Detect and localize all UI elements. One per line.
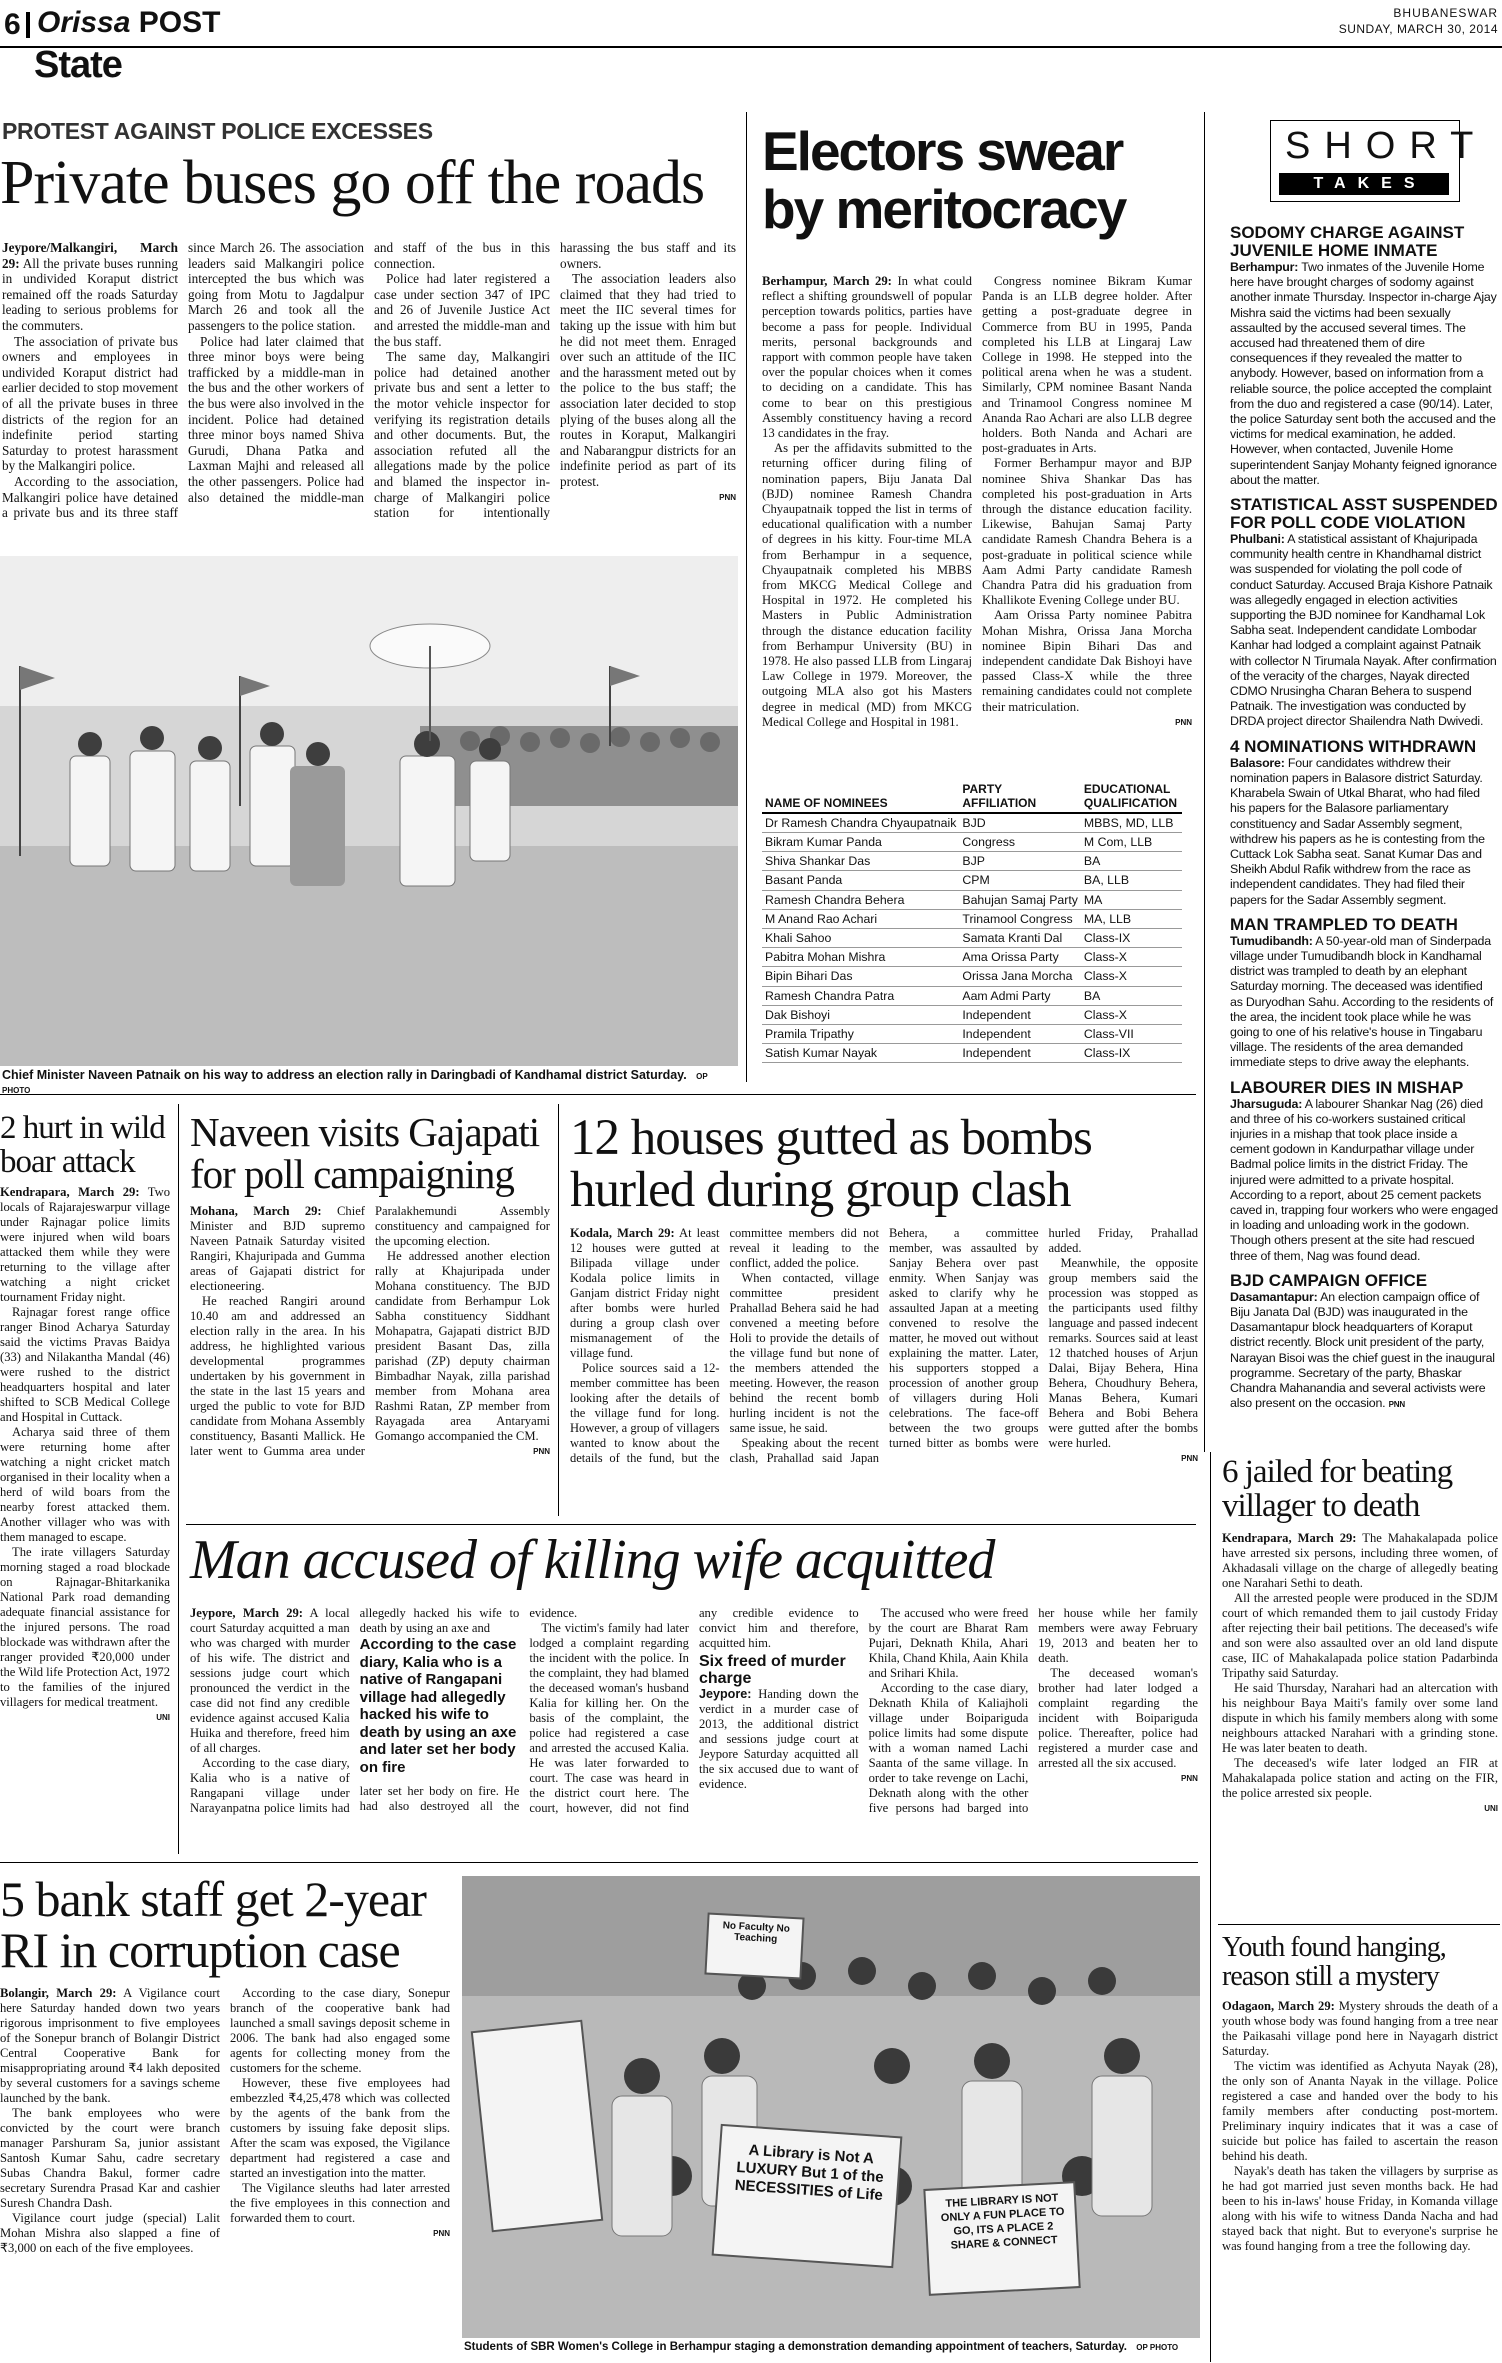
table-row: Shiva Shankar Das BJP BA — [762, 852, 1182, 871]
row-rule — [1218, 1924, 1500, 1925]
short-takes-logo — [1270, 120, 1488, 202]
table-row: Pramila Tripathy Independent Class-VII — [762, 1024, 1182, 1043]
row-rule — [0, 1862, 1198, 1863]
short-take-item: MAN TRAMPLED TO DEATH Tumudibandh: A 50-year-old man of Sinderpada village under Tumudibandh block in Kandhamal district was trampled to death by an elephant Saturday morning. The deceased was identified as Duryodhan Sahu. According to the residents of the area, the incident took place while he was going to one of his relative's house in Tingabaru village. The residents of the area demanded immediate steps to drive away the elephants. — [1230, 914, 1494, 1070]
story-headline: 5 bank staff get 2-year RI in corruption case — [0, 1871, 426, 1978]
story-electors — [756, 112, 1196, 772]
story-body: Odagaon, March 29: Mystery shrouds the death of a youth whose body was found hanging from a tree near the Paikasahi village pond here in Nayagarh district Saturday. The victim was identified as Achyuta Nayak (28), the only son of Ananta Nayak in the village. Police registered a case and handed over the body to his family members after conducting post-mortem. Preliminary inquiry indicates that it was a case of suicide but police has failed to ascertain the reason behind his death. Nayak's death has taken the villagers by surprise as he had got married just seven months back. He had been to his in-laws' house Friday, in Komanda village along with his wife to witness Danda Nacha and had stayed back that night. But to everyone's surprise he was found hanging from a tree the following day. — [1222, 1999, 1498, 2254]
story-headline: 12 houses gutted as bombs hurled during group clash — [570, 1110, 1092, 1219]
brand-logo: Orissa POST — [37, 6, 221, 39]
short-takes-title: SHORT — [1285, 125, 1488, 167]
column-header-qualification: EDUCATIONAL QUALIFICATION — [1081, 780, 1182, 813]
short-takes-subtitle: TAKES — [1279, 173, 1449, 195]
column-header-party: PARTY AFFILIATION — [959, 780, 1081, 813]
column-header-name: NAME OF NOMINEES — [762, 780, 959, 813]
masthead-rule — [0, 46, 1502, 48]
table-row: Ramesh Chandra Patra Aam Admi Party BA — [762, 986, 1182, 1005]
story-body: Jeypore, March 29: A local court Saturday acquitted a man who was charged with murder of his wife. The district and sessions judge court which pronounced the verdict in the case did not find any credible evidence against accused Kalia Huika and therefore, freed him of all charges. According to the case diary, Kalia who is a native of Rangapani village under Narayanpatna police limits had allegedly hacked his wife to death by using an axe and According to the case diary, Kalia who is a native of Rangapani village had allegedly hacked his wife to death by using an axe and later set her body on fire later set her body on fire. He had also destroyed all the evidence. The victim's family had later lodged a complaint regarding the incident with the police. In the complaint, they had blamed the deceased woman's husband Kalia for killing her. On the basis of the complaint, the police had registered a case and arrested the accused Kalia. He was later forwarded to court. The case was heard in the district court here. The court, however, did not find any credible evidence to convict him and therefore, acquitted him. Six freed of murder charge Jeypore: Handing down the verdict in a murder case of 2013, the additional district and sessions judge court at Jeypore Saturday acquitted all the six accused due to want of evidence. The accused who were freed by the court are Bharat Ram Pujari, Deknath Khila, Ahari Khila, Chand Khila, Aain Khila and Srihari Khila. According to the case diary, Deknath Khila of Kaliajholi village under Boipariguda police limits had some dispute with a woman named Lachi Saanta of the same village. In order to take revenge on Lachi, Deknath along with the other five persons had barged into her house while her family members were away February 19, 2013 and beaten her to death. The deceased woman's brother had later lodged a complaint regarding the incident with Boipariguda police. Thereafter, police had registered a murder case and arrested all the six accused. PNN — [190, 1606, 1198, 1815]
story-body: Kodala, March 29: At least 12 houses were gutted at Bilipada village under Kodala police limits in Ganjam district Friday night after bombs were hurled during a group clash over mismanagement of the village fund. Police sources said a 12-member committee has been looking after the details of the village fund for long. However, a group of villagers wanted to know about the details of the fund, but the committee members did not reveal it leading to the conflict, added the police. When contacted, village committee president Prahallad Behera said he had convened a meeting before Holi to provide the details of the village fund but none of the members attended the meeting. However, the reason behind the recent bomb hurling incident is not the same issue, he said. Speaking about the recent clash, Prahallad said Japan Behera, a committee member, was assaulted by Sanjay Behera over past enmity. When Sanjay was asked to clarify why he assaulted Japan at a meeting convened to resolve the matter, he moved out without explaining the matter. Later, his supporters stopped a procession of another group of villagers during Holi celebrations. The face-off between the two groups turned bitter as bombs were hurled Friday, Prahallad added. Meanwhile, the opposite group members said the procession was stopped as the participants used filthy language and passed indecent remarks. Sources said at least 12 thatched houses of Arjun Dalai, Bijay Behera, Hina Behera, Choudhury Behera, Manas Behera, Kumari Behera and Bobi Behera were gutted after the bombs were hurled. PNN — [570, 1226, 1198, 1466]
rally-photo — [0, 556, 738, 1066]
story-body: Bolangir, March 29: A Vigilance court here Saturday handed down two years rigorous imprisonment to five employees of the Sonepur branch of Bolangir District Central Cooperative Bank for misappropriating around ₹4 lakh deposited by several customers for a savings scheme launched by the bank. The bank employees who were convicted by the court were branch manager Parshuram Sa, junior assistant Santosh Kumar Sahu, cadre secretary Subas Chandra Bakul, former cadre secretary Surendra Prasad Kar and cashier Suresh Chandra Dash. Vigilance court judge (special) Lalit Mohan Mishra also slapped a fine of ₹3,000 on each of the five employees. According to the case diary, Sonepur branch of the cooperative bank had launched a small savings deposit scheme in 2006. The bank had also engaged some agents for collecting money from the customers for the scheme. However, these five employees had embezzled ₹4,25,478 which was collected by the agents of the bank from the customers by issuing fake deposit slips. After the scam was exposed, the Vigilance department had registered a case and started an investigation into the matter. The Vigilance sleuths had later arrested the five employees in this connection and forwarded them to court. PNN — [0, 1986, 450, 2255]
story-body: Kendrapara, March 29: Two locals of Rajarajeswarpur village under Rajnagar police limits were injured when wild boars attacked them while they were returning to the village after watching a night cricket tournament Friday night. Rajnagar forest range office ranger Binod Acharya Saturday said the victims Pravas Baidya (33) and Nilakantha Mandal (46) were rushed to the district headquarters hospital and later shifted to SCB Medical College and Hospital in Cuttack. Acharya said three of them were returning home after watching a night cricket match organised in their locality when a herd of wild boars from the nearby forest attacked them. Another villager who was with them managed to escape. The irate villagers Saturday morning staged a road blockade on Rajnagar-Bhitarkanika National Park road demanding adequate financial assistance for the injured persons. The road blockade was withdrawn after the ranger provided ₹20,000 under the Wild life Protection Act, 1972 to the families of the injured villagers for medical treatment. UNI — [0, 1185, 171, 1723]
short-take-item: STATISTICAL ASST SUSPENDED FOR POLL CODE VIOLATION Phulbani: A statistical assistant of Khajuripada community health centre in Khandhamal district was suspended for violating the poll code of conduct Saturday. Accused Braja Kishore Patnaik was allegedly engaged in election activities supporting the BJD nominee for Kandhamal Lok Sabha seat. Independent candidate Lombodar Kanhar had lodged a complaint against Patnaik with collector N Tirumala Nayak. After confirmation of the veracity of the charges, Nayak directed CDMO Nrusingha Charan Behera to suspend Patnaik. The investigation was conducted by DRDA project director Shailendra Nath Dwivedi. — [1230, 495, 1498, 729]
story-boar-attack — [0, 1112, 170, 1852]
short-take-item: LABOURER DIES IN MISHAP Jharsuguda: A labourer Shankar Nag (26) died and three of his co-workers sustained critical injuries in a mishap that took place inside a cement godown in Kandurpathar village under Badmal police limits in the district Friday. The injured were admitted to a private hospital. According to a report, about 25 cement packets caved in, trapping four workers who were engaged in loading and unloading work in the godown. Though others present at the site had rescued three of them, Nag was found dead. — [1230, 1077, 1498, 1263]
story-naveen-gajapati — [190, 1109, 550, 1516]
story-subhead: Six freed of murder charge — [698, 1653, 846, 1687]
table-row: Pabitra Mohan Mishra Ama Orissa Party Class-X — [762, 948, 1182, 967]
table-row: Khali Sahoo Samata Kranti Dal Class-IX — [762, 928, 1182, 947]
table-header-row — [762, 780, 1182, 813]
story-bank-staff — [0, 1871, 450, 2360]
short-takes-items — [1230, 216, 1498, 1452]
short-take-item: BJD CAMPAIGN OFFICE Dasamantapur: An election campaign office of Biju Janata Dal (BJD) was inaugurated in the Dasamantapur block headquarters of Koraput district recently. Block unit president of the party, Narayan Bisoi was the chief guest in the inaugural programme. Secretary of the party, Bhaskar Chandra Mahanandia and several activists were also present on the occasion. PNN — [1230, 1270, 1495, 1411]
placard-text: A Library is Not A LUXURY But 1 of the NECESSITIES of Life — [734, 2141, 885, 2205]
story-private-buses — [0, 112, 738, 542]
rally-photo-caption: Chief Minister Naveen Patnaik on his way to address an election rally in Daringbadi of Kandhamal district Saturday. OP PHOTO — [2, 1068, 708, 1095]
story-six-jailed — [1222, 1456, 1498, 1916]
masthead-divider — [26, 12, 30, 38]
story-headline: Electors swear by meritocracy — [762, 120, 1126, 240]
story-body: Kendrapara, March 29: The Mahakalapada police have arrested six persons, including three women, of Akhadasali village on the charge of allegedly beating one Narahari Sethi to death. All the arrested people were produced in the SDJM court of which remanded them to jail custody Friday after rejecting their bail petitions. The deceased's wife and son were also assaulted over an old land dispute case, IIC of Mahakalapada police station Padarbinda Tripathy said Saturday. He said Thursday, Narahari had an altercation with his neighbour Baya Maiti's family over some land dispute in which his family members along with some neighbours attacked Narahari with a grinding stone. He was later beaten to death. The deceased's wife later lodged an FIR at Mahakalapada police station and acting on the FIR, the police arrested six people. UNI — [1222, 1531, 1499, 1814]
credit: PNN — [719, 492, 736, 502]
short-take-item: SODOMY CHARGE AGAINST JUVENILE HOME INMATE Berhampur: Two inmates of the Juvenile Home here have brought charges of sodomy against another inmate Thursday. Inspector in-charge Ajay Mishra said the victims had been sexually assaulted by the accused several times. The accused had threatened them of dire consequences if they revealed the matter to anybody. However, based on information from a reliable source, the police accepted the complaint from the duo and registered a case (90/14). Later, the police Saturday sent both the accused and the victims for medical examination, he added. However, when contacted, Juvenile Home superintendent Sanjay Mohanty feigned ignorance about the matter. — [1230, 223, 1497, 487]
protest-photo-caption: Students of SBR Women's College in Berhampur staging a demonstration demanding appointment of teachers, Saturday. OP PHOTO — [464, 2341, 1179, 2353]
table-row: M Anand Rao Achari Trinamool Congress MA, LLB — [762, 909, 1182, 928]
column-rule — [178, 1104, 179, 1854]
table-row: Bikram Kumar Panda Congress M Com, LLB — [762, 833, 1182, 852]
column-rule — [558, 1104, 559, 1516]
nominees-table-grid — [762, 780, 1182, 1063]
story-headline: 6 jailed for beating villager to death — [1222, 1454, 1453, 1524]
story-body: Jeypore/Malkangiri, March 29: All the private buses running in undivided Koraput district remained off the roads Saturday leading to serious problems for the commuters. The association of private bus owners and employees in undivided Koraput district had earlier decided to stop movement of all the private buses in three districts of the region for an indefinite period starting Saturday to protest harassment by the Malkangiri police. According to the association, Malkangiri police have detained a private bus and its three staff since March 26. The association leaders said Malkangiri police intercepted the bus which was going from Motu to Jagdalpur March 26 and took all the passengers to the police station. Police had later claimed that three minor boys were being trafficked by a middle-man in the bus and the other workers of the bus were also involved in the incident. Police had detained three minor boys named Shiva Gurudi, Dhana Patka and Laxman Majhi and released all the other passengers. Police had also detained the middle-man and staff of the bus in this connection. Police had later registered a case under section 347 of IPC and 26 of Juvenile Justice Act and arrested the middle-man and the bus staff. The same day, Malkangiri police had detained another private bus and sent a letter to the motor vehicle inspector for verifying its registration details and other documents. But, the association refuted all the allegations made by the police and blamed the inspector in-charge of Malkangiri police station for intentionally harassing the bus staff and its owners. The association leaders also claimed that they had tried to meet the IIC several times for taking up the issue with him but he did not meet them. Enraged over such an attitude of the IIC and the harassment meted out by the police to the bus staff; the association later decided to stop plying of the buses along all the routes in Koraput, Malkangiri and Nabarangpur districts for an indefinite period as part of its protest. PNN — [2, 240, 736, 521]
edition-date: SUNDAY, MARCH 30, 2014 — [1338, 22, 1498, 36]
story-headline: 2 hurt in wild boar attack — [0, 1110, 165, 1180]
section-title: State — [34, 44, 122, 86]
story-youth-hanging — [1222, 1934, 1498, 2362]
edition-city: BHUBANESWAR — [1393, 6, 1498, 20]
table-row: Dr Ramesh Chandra Chyaupatnaik BJD MBBS, MD, LLB — [762, 813, 1182, 833]
story-body: Mohana, March 29: Chief Minister and BJD supremo Naveen Patnaik Saturday visited Rangiri, Khajuripada and Gumma areas of Gajapati district for electioneering. He reached Rangiri around 10.40 am and addressed an election rally in the area. In his address, he highlighted various developmental programmes undertaken by his government in the state in the last 15 years and urged the public to vote for BJD candidate from Mohana Assembly constituency, Basanti Mallick. He later went to Gumma area under Paralakhemundi Assembly constituency and campaigned for the upcoming election. He addressed another election rally at Khajuripada under Mohana constituency. The BJD candidate from Berhampur Lok Sabha constituency Siddhant Mohapatra, Gajapati district BJD president Basant Das, zilla parishad (ZP) deputy chairman Bimbadhar Nayak, zilla parishad member from Mohana area Rashmi Ratan, ZP member from Rayagada area Antaryami Gomango accompanied the CM. PNN — [190, 1203, 550, 1458]
table-row: Satish Kumar Nayak Independent Class-IX — [762, 1044, 1182, 1063]
story-houses-gutted — [570, 1112, 1198, 1516]
column-rule — [1204, 112, 1205, 1452]
short-takes-column — [1230, 112, 1498, 1452]
story-kicker: PROTEST AGAINST POLICE EXCESSES — [2, 118, 433, 144]
table-row: Basant Panda CPM BA, LLB — [762, 871, 1182, 890]
column-rule — [746, 112, 747, 1082]
pull-quote: According to the case diary, Kalia who is a native of Rangapani village had allegedly hacked his wife to death by using an axe and later set her body on fire — [359, 1636, 517, 1776]
placard-text: No Faculty No Teaching — [722, 1920, 791, 1946]
protest-photo-image — [462, 1876, 1200, 2338]
story-headline: Youth found hanging, reason still a mystery — [1222, 1932, 1446, 1992]
masthead — [0, 0, 1502, 86]
table-row: Ramesh Chandra Behera Bahujan Samaj Party MA — [762, 890, 1182, 909]
column-rule — [1210, 1452, 1211, 2362]
table-row: Dak Bishoyi Independent Class-X — [762, 1005, 1182, 1024]
short-take-item: 4 NOMINATIONS WITHDRAWN Balasore: Four candidates withdrew their nomination papers in Balasore district Saturday. Kharabela Swain of Utkal Bharat, who had filed his papers for the Balasore parliamentary constituency and Sadar Assembly segment, withdrew his papers as he is contesting from the Cuttack Lok Sabha seat. Sanat Kumar Das and Sheikh Abdul Rafik withdrew from the race as independent candidates. They had filed their papers for the Sadar Assembly segment. — [1230, 736, 1485, 907]
protest-photo — [462, 1876, 1200, 2338]
story-headline: Man accused of killing wife acquitted — [190, 1529, 995, 1591]
row-rule — [186, 1524, 1196, 1525]
story-headline: Private buses go off the roads — [0, 149, 705, 217]
story-headline: Naveen visits Gajapati for poll campaigning — [190, 1109, 540, 1197]
rally-photo-image — [0, 556, 738, 1066]
story-body: Berhampur, March 29: In what could reflect a shifting groundswell of popular perception towards politics, parties have become a pass for people. Individual merits, personal backgrounds and rapport with common people have taken over the popular choices when it comes to deciding on a candidate. This has come to bear on this prestigious Assembly constituency having a record 13 candidates in the fray. As per the affidavits submitted to the returning officer during filing of nomination papers, Biju Janata Dal (BJD) nominee Ramesh Chandra Chyaupatnaik topped the list in terms of educational qualification with a number of degrees in his kitty. Four-time MLA from Berhampur in a sequence, Chyaupatnaik completed his MBBS from MKCG Medical College and Hospital in 1972. He completed his Masters in Public Administration through the distance education facility from Berhampur University (BU) in 1978. He also passed LLB from Lingaraj Law College in 1979. Moreover, the outgoing MLA also got his Masters degree in medical (MD) from MKCG Medical College and Hospital in 1981. Congress nominee Bikram Kumar Panda is an LLB degree holder. After getting a post-graduate degree in Commerce from BU in 1995, Panda completed his LLB at Lingaraj Law College in 1998. He stepped into the political arena when he was a student. Similarly, CPM nominee Basant Nanda and Trinamool Congress nominee M Ananda Rao Achari are also LLB degree holders. Both Nanda and Achari are post-graduates in Arts. Former Berhampur mayor and BJP nominee Shiva Shankar Das has completed his post-graduation in Arts through the distance education facility. Likewise, Bahujan Samaj Party candidate Ramesh Chandra Behera is a post-graduate in political science while Aam Admi Party candidate Ramesh Chandra Patra did his graduation from Khallikote Evening College under BU. Aam Orissa Party nominee Pabitra Mohan Mishra, Orissa Jana Morcha nominee Bipin Bihari Das and independent candidate Dak Bishoyi have passed Class-X while the three remaining candidates could not complete their matriculation. PNN — [762, 274, 1192, 729]
placard-text: THE LIBRARY IS NOT ONLY A FUN PLACE TO GO, ITS A PLACE 2 SHARE & CONNECT — [940, 2192, 1065, 2252]
story-man-acquitted — [190, 1529, 1198, 1852]
page-number: 6 — [4, 8, 21, 41]
table-row: Bipin Bihari Das Orissa Jana Morcha Class-X — [762, 967, 1182, 986]
nominees-table — [762, 780, 1182, 1080]
row-rule — [0, 1094, 1196, 1095]
